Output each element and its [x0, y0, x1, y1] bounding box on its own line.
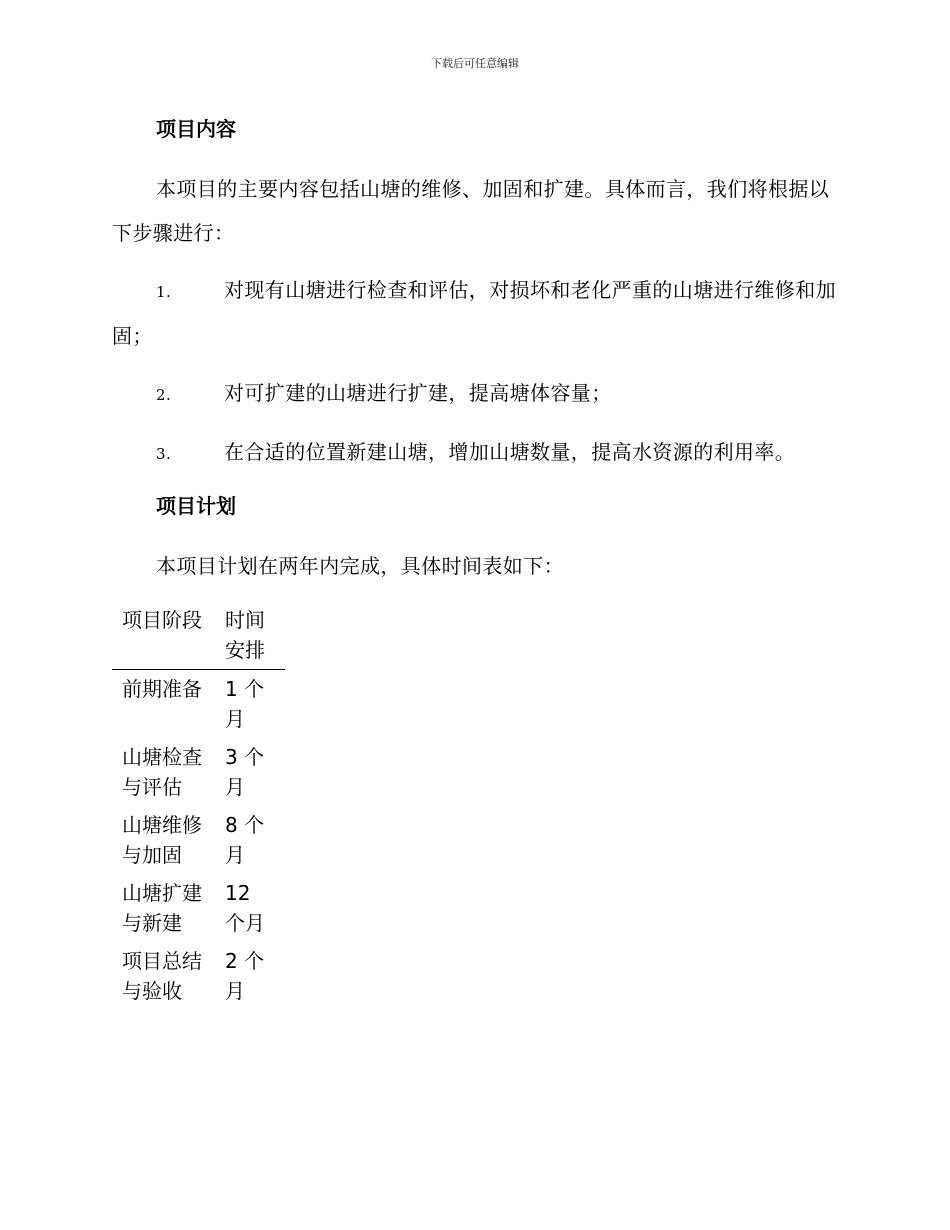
list-number: 3. — [156, 445, 172, 463]
table-row — [112, 942, 285, 1010]
table-cell-duration: 8 个月 — [225, 813, 265, 867]
list-text: 对现有山塘进行检查和评估，对损坏和老化严重的山塘进行维修和加固； — [112, 278, 836, 348]
header-note: 下载后可任意编辑 — [431, 57, 519, 70]
table-cell-phase: 山塘维修与加固 — [122, 813, 202, 867]
plan-intro-paragraph: 本项目计划在两年内完成，具体时间表如下： — [156, 554, 564, 578]
list-number: 1. — [156, 283, 172, 301]
column-header-phase: 项目阶段 — [112, 601, 215, 670]
list-item — [112, 268, 840, 358]
table-cell-phase: 项目总结与验收 — [122, 949, 202, 1003]
table-row — [112, 874, 285, 942]
schedule-table — [112, 601, 285, 1010]
column-header-duration: 时间安排 — [215, 601, 285, 670]
table-cell-phase: 前期准备 — [122, 677, 202, 701]
table-cell-phase: 山塘扩建与新建 — [122, 881, 202, 935]
table-header-row — [112, 601, 285, 670]
table-row — [112, 806, 285, 874]
list-text: 对可扩建的山塘进行扩建，提高塘体容量； — [224, 381, 612, 405]
table-row — [112, 670, 285, 739]
list-item — [112, 430, 840, 476]
table-cell-duration: 2 个月 — [225, 949, 265, 1003]
list-text: 在合适的位置新建山塘，增加山塘数量，提高水资源的利用率。 — [224, 440, 796, 464]
list-number: 2. — [156, 386, 172, 404]
content-intro-paragraph: 本项目的主要内容包括山塘的维修、加固和扩建。具体而言，我们将根据以下步骤进行： — [112, 177, 830, 245]
document-body — [112, 112, 840, 1010]
section-heading-plan: 项目计划 — [156, 494, 236, 518]
table-cell-duration: 12 个月 — [225, 881, 265, 935]
table-row — [112, 738, 285, 806]
section-heading-content: 项目内容 — [156, 117, 236, 141]
table-cell-duration: 3 个月 — [225, 745, 265, 799]
table-cell-duration: 1 个月 — [225, 677, 265, 731]
table-cell-phase: 山塘检查与评估 — [122, 745, 202, 799]
list-item — [112, 371, 840, 417]
